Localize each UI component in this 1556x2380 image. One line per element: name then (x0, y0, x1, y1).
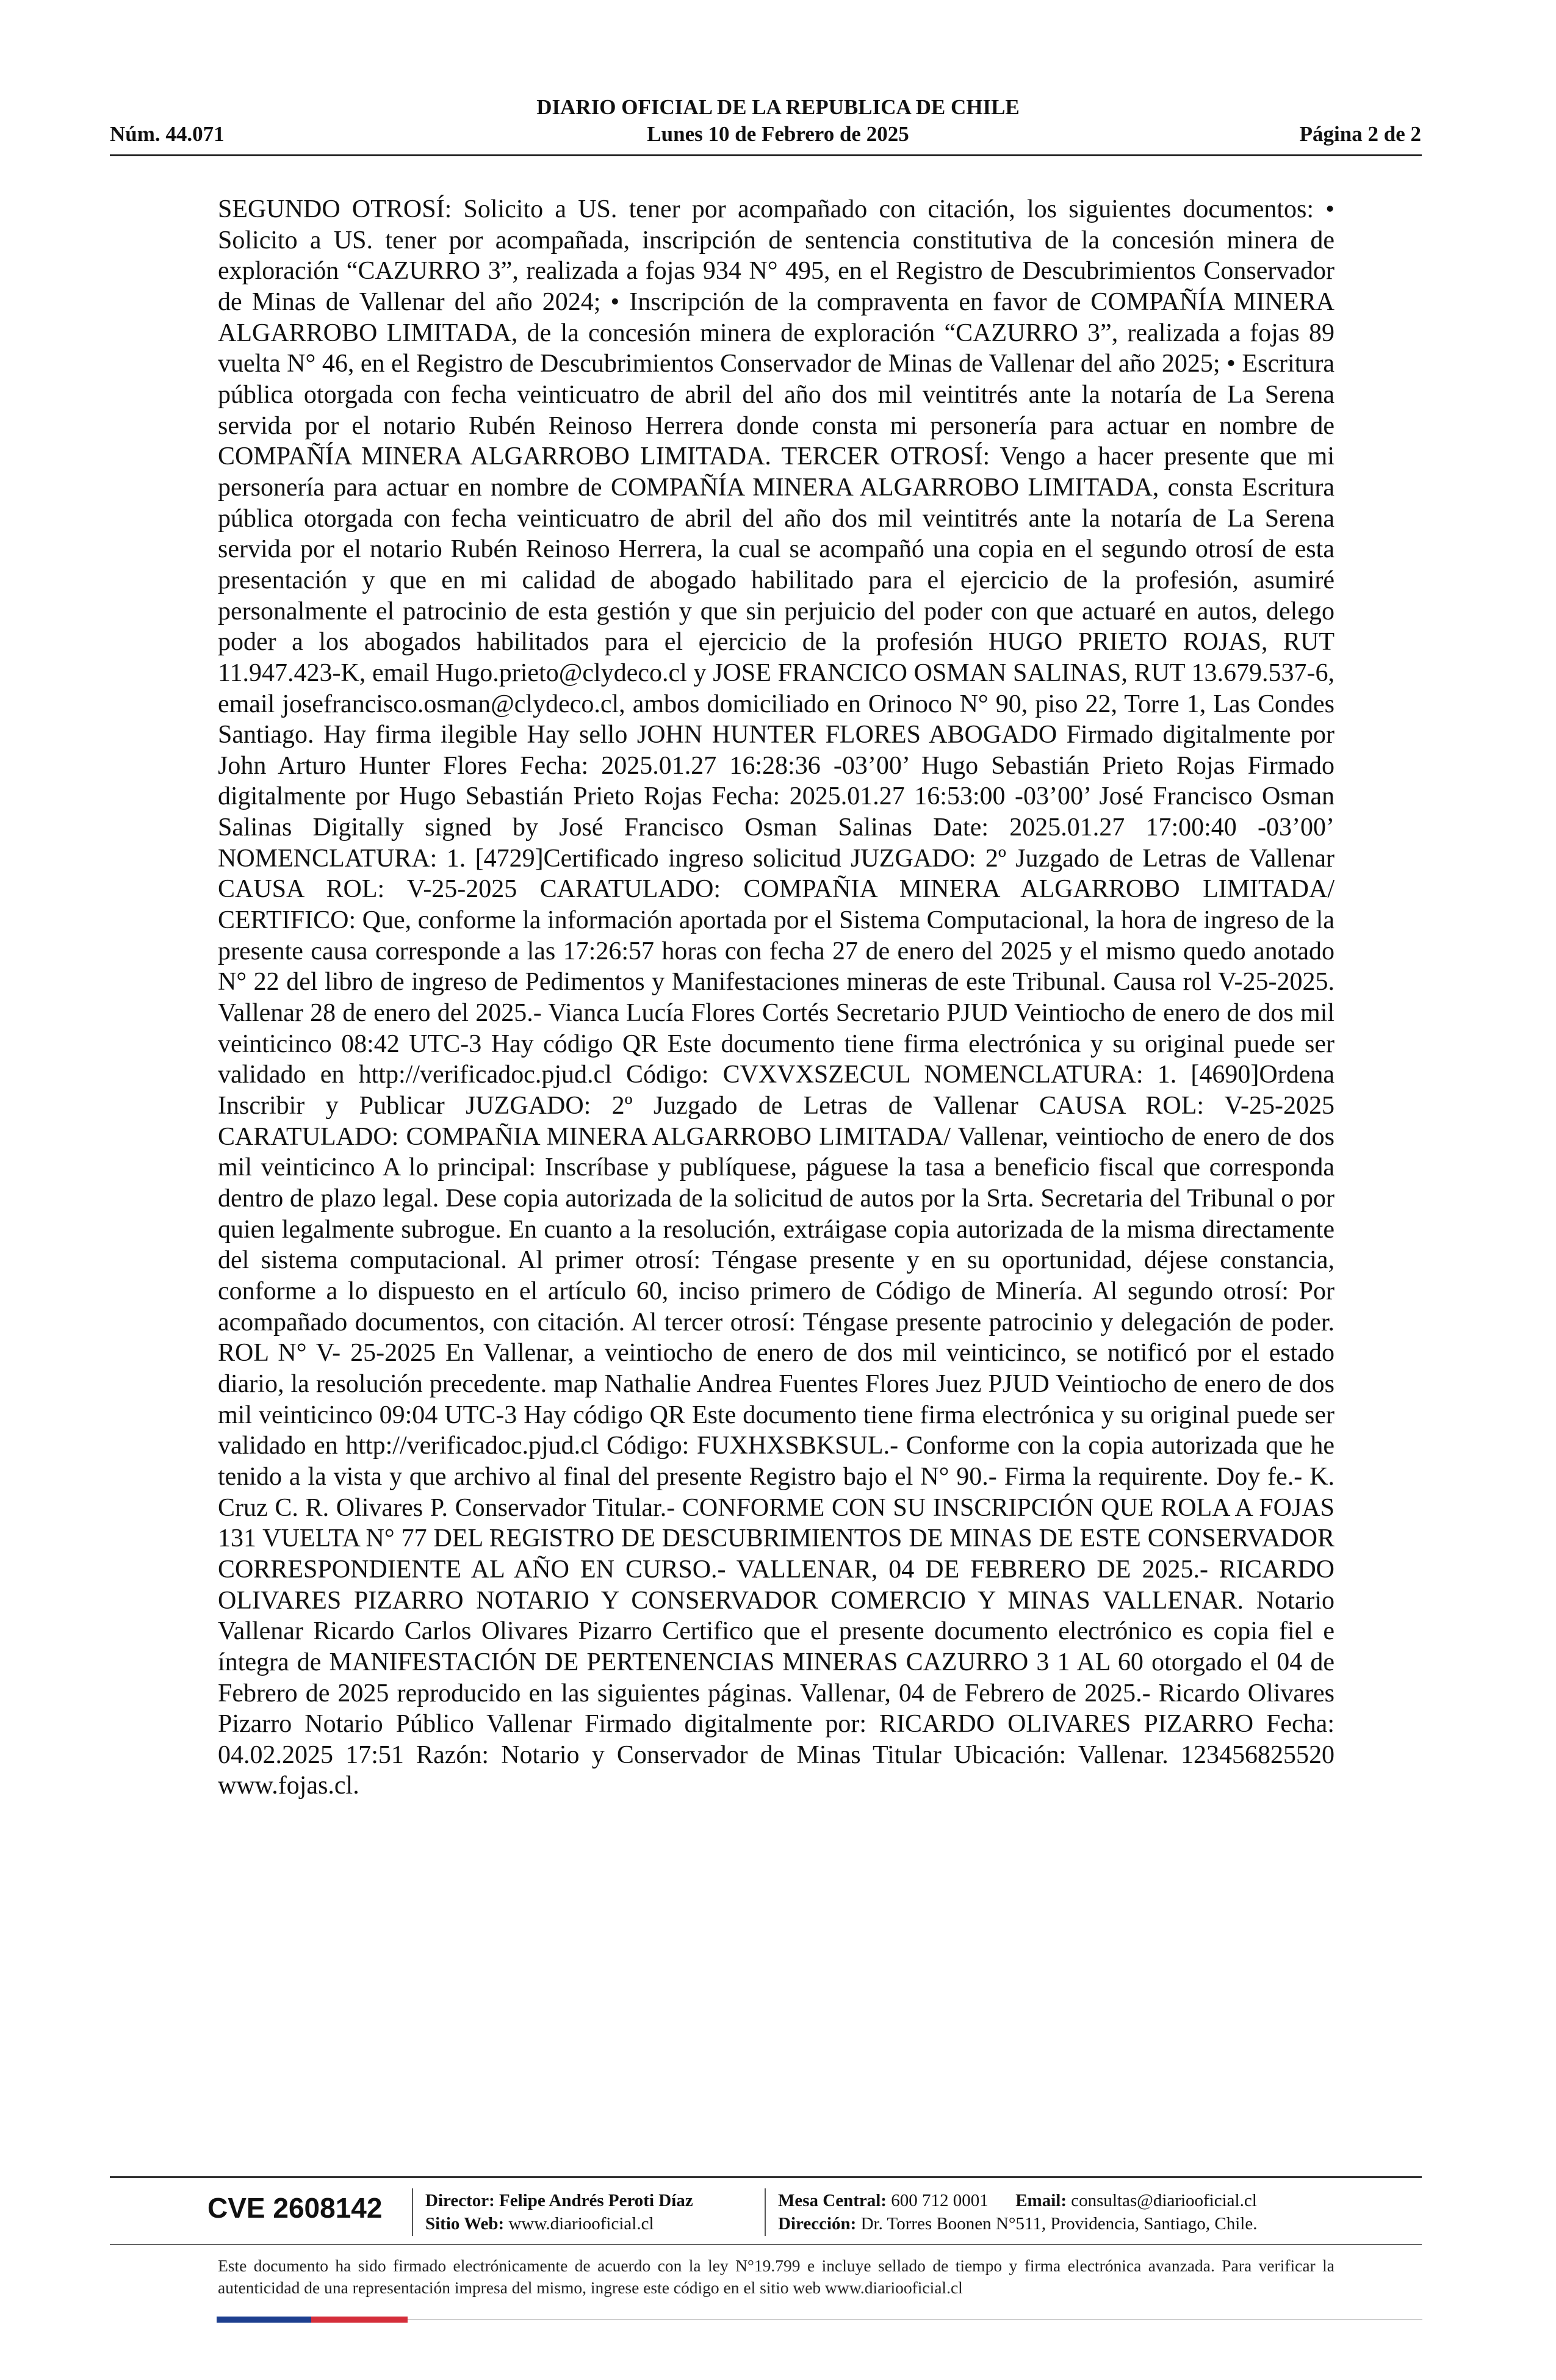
issue-number: Núm. 44.071 (110, 122, 225, 146)
footer-divider-mid (110, 2244, 1422, 2245)
cve-code: CVE 2608142 (207, 2192, 383, 2224)
director-name: Felipe Andrés Peroti Díaz (499, 2191, 693, 2210)
phone-number: 600 712 0001 (891, 2191, 989, 2210)
footer-contact-line (778, 2189, 1257, 2212)
flag-stripe-line (408, 2319, 1422, 2320)
footer-separator (765, 2188, 766, 2236)
web-link[interactable]: www.diariooficial.cl (508, 2214, 654, 2234)
header-divider (110, 154, 1422, 156)
footer-web-line (425, 2212, 654, 2235)
phone-label: Mesa Central: (778, 2191, 887, 2210)
footer-separator (412, 2188, 413, 2236)
address-label: Dirección: (778, 2214, 857, 2234)
footer-legal-note: Este documento ha sido firmado electrónicamente de acuerdo con la ley N°19.799 e incluye sellado de tiempo y firma electrónica avanzada. Para verificar la autenticidad de una representación impresa del mismo, ingrese este código en el sitio web www.diariooficial.cl (218, 2256, 1334, 2297)
footer-director-line (425, 2189, 693, 2212)
footer-address-line (778, 2212, 1257, 2235)
email-label: Email: (1015, 2191, 1067, 2210)
footer-divider-top (110, 2176, 1422, 2178)
document-body: SEGUNDO OTROSÍ: Solicito a US. tener por acompañado con citación, los siguientes documentos: • Solicito a US. tener por acompañada, inscripción de sentencia constitutiva de la concesión minera de exploración “CAZURRO 3”, realizada a fojas 934 N° 495, en el Registro de Descubrimientos Conservador de Minas de Vallenar del año 2024; • Inscripción de la compraventa en favor de COMPAÑÍA MINERA ALGARROBO LIMITADA, de la concesión minera de exploración “CAZURRO 3”, realizada a fojas 89 vuelta N° 46, en el Registro de Descubrimientos Conservador de Minas de Vallenar del año 2025; • Escritura pública otorgada con fecha veinticuatro de abril del año dos mil veintitrés ante la notaría de La Serena servida por el notario Rubén Reinoso Herrera donde consta mi personería para actuar en nombre de COMPAÑÍA MINERA ALGARROBO LIMITADA. TERCER OTROSÍ: Vengo a hacer presente que mi personería para actuar en nombre de COMPAÑÍA MINERA ALGARROBO LIMITADA, consta Escritura pública otorgada con fecha veinticuatro de abril del año dos mil veintitrés ante la notaría de La Serena servida por el notario Rubén Reinoso Herrera, la cual se acompañó una copia en el segundo otrosí de esta presentación y que en mi calidad de abogado habilitado para el ejercicio de la profesión, asumiré personalmente el patrocinio de esta gestión y que sin perjuicio del poder con que actuaré en autos, delego poder a los abogados habilitados para el ejercicio de la profesión HUGO PRIETO ROJAS, RUT 11.947.423-K, email Hugo.prieto@clydeco.cl y JOSE FRANCICO OSMAN SALINAS, RUT 13.679.537-6, email josefrancisco.osman@clydeco.cl, ambos domiciliado en Orinoco N° 90, piso 22, Torre 1, Las Condes Santiago. Hay firma ilegible Hay sello JOHN HUNTER FLORES ABOGADO Firmado digitalmente por John Arturo Hunter Flores Fecha: 2025.01.27 16:28:36 -03’00’ Hugo Sebastián Prieto Rojas Firmado digitalmente por Hugo Sebastián Prieto Rojas Fecha: 2025.01.27 16:53:00 -03’00’ José Francisco Osman Salinas Digitally signed by José Francisco Osman Salinas Date: 2025.01.27 17:00:40 -03’00’ NOMENCLATURA: 1. [4729]Certificado ingreso solicitud JUZGADO: 2º Juzgado de Letras de Vallenar CAUSA ROL: V-25-2025 CARATULADO: COMPAÑIA MINERA ALGARROBO LIMITADA/ CERTIFICO: Que, conforme la información aportada por el Sistema Computacional, la hora de ingreso de la presente causa corresponde a las 17:26:57 horas con fecha 27 de enero del 2025 y el mismo quedo anotado N° 22 del libro de ingreso de Pedimentos y Manifestaciones mineras de este Tribunal. Causa rol V-25-2025. Vallenar 28 de enero del 2025.- Vianca Lucía Flores Cortés Secretario PJUD Veintiocho de enero de dos mil veinticinco 08:42 UTC-3 Hay código QR Este documento tiene firma electrónica y su original puede ser validado en http://verificadoc.pjud.cl Código: CVXVXSZECUL NOMENCLATURA: 1. [4690]Ordena Inscribir y Publicar JUZGADO: 2º Juzgado de Letras de Vallenar CAUSA ROL: V-25-2025 CARATULADO: COMPAÑIA MINERA ALGARROBO LIMITADA/ Vallenar, veintiocho de enero de dos mil veinticinco A lo principal: Inscríbase y publíquese, páguese la tasa a beneficio fiscal que corresponda dentro de plazo legal. Dese copia autorizada de la solicitud de autos por la Srta. Secretaria del Tribunal o por quien legalmente subrogue. En cuanto a la resolución, extráigase copia autorizada de la misma directamente del sistema computacional. Al primer otrosí: Téngase presente y en su oportunidad, déjese constancia, conforme a lo dispuesto en el artículo 60, inciso primero de Código de Minería. Al segundo otrosí: Por acompañado documentos, con citación. Al tercer otrosí: Téngase presente patrocinio y delegación de poder. ROL N° V- 25-2025 En Vallenar, a veintiocho de enero de dos mil veinticinco, se notificó por el estado diario, la resolución precedente. map Nathalie Andrea Fuentes Flores Juez PJUD Veintiocho de enero de dos mil veinticinco 09:04 UTC-3 Hay código QR Este documento tiene firma electrónica y su original puede ser validado en http://verificadoc.pjud.cl Código: FUXHXSBKSUL.- Conforme con la copia autorizada que he tenido a la vista y que archivo al final del presente Registro bajo el N° 90.- Firma la requirente. Doy fe.- K. Cruz C. R. Olivares P. Conservador Titular.- CONFORME CON SU INSCRIPCIÓN QUE ROLA A FOJAS 131 VUELTA N° 77 DEL REGISTRO DE DESCUBRIMIENTOS DE MINAS DE ESTE CONSERVADOR CORRESPONDIENTE AL AÑO EN CURSO.- VALLENAR, 04 DE FEBRERO DE 2025.- RICARDO OLIVARES PIZARRO NOTARIO Y CONSERVADOR COMERCIO Y MINAS VALLENAR. Notario Vallenar Ricardo Carlos Olivares Pizarro Certifico que el presente documento electrónico es copia fiel e íntegra de MANIFESTACIÓN DE PERTENENCIAS MINERAS CAZURRO 3 1 AL 60 otorgado el 04 de Febrero de 2025 reproducido en las siguientes páginas. Vallenar, 04 de Febrero de 2025.- Ricardo Olivares Pizarro Notario Público Vallenar Firmado digitalmente por: RICARDO OLIVARES PIZARRO Fecha: 04.02.2025 17:51 Razón: Notario y Conservador de Minas Titular Ubicación: Vallenar. 123456825520 www.fojas.cl. (218, 195, 1334, 1800)
web-label: Sitio Web: (425, 2214, 505, 2234)
publication-title: DIARIO OFICIAL DE LA REPUBLICA DE CHILE (536, 95, 1020, 119)
issue-date: Lunes 10 de Febrero de 2025 (647, 122, 909, 146)
page-indicator: Página 2 de 2 (1299, 122, 1421, 146)
flag-stripe-red (311, 2317, 408, 2323)
email-link[interactable]: consultas@diariooficial.cl (1071, 2191, 1257, 2210)
address-text: Dr. Torres Boonen N°511, Providencia, Santiago, Chile. (860, 2214, 1258, 2234)
director-label: Director: (425, 2191, 495, 2210)
flag-stripe-blue (217, 2317, 311, 2323)
